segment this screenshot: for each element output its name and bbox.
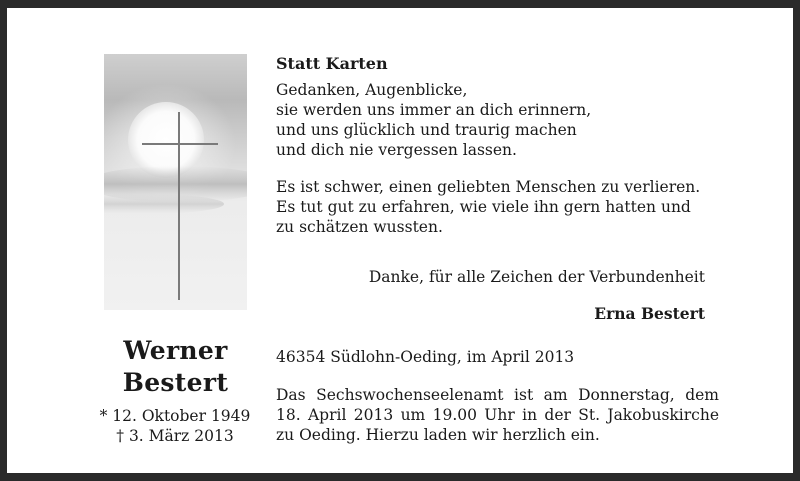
notice-line: zu Oeding. Hierzu laden wir herzlich ein. xyxy=(276,426,600,444)
message-line: zu schätzen wussten. xyxy=(276,218,443,236)
mass-notice xyxy=(276,385,719,445)
poem-line: und dich nie vergessen lassen. xyxy=(276,141,517,159)
message xyxy=(276,177,700,237)
heading: Statt Karten xyxy=(276,54,388,73)
message-line: Es tut gut zu erfahren, wie viele ihn gern hatten und xyxy=(276,198,691,216)
notice-line: Das Sechswochenseelenamt ist am Donnerstag, dem xyxy=(276,386,719,404)
poem xyxy=(276,80,591,160)
poem-line: und uns glücklich und traurig machen xyxy=(276,121,577,139)
birth-date: * 12. Oktober 1949 xyxy=(99,407,251,425)
cross-with-moon-icon xyxy=(104,54,247,310)
notice-line: 18. April 2013 um 19.00 Uhr in der St. Jakobuskirche xyxy=(276,406,719,424)
deceased-first-name: Werner xyxy=(123,336,228,365)
poem-line: sie werden uns immer an dich erinnern, xyxy=(276,101,592,119)
signature: Erna Bestert xyxy=(594,304,705,323)
poem-line: Gedanken, Augenblicke, xyxy=(276,81,468,99)
thanks-line: Danke, für alle Zeichen der Verbundenheit xyxy=(368,268,705,286)
deceased-last-name: Bestert xyxy=(122,368,229,397)
message-line: Es ist schwer, einen geliebten Menschen zu verlieren. xyxy=(276,178,701,196)
place-date: 46354 Südlohn-Oeding, im April 2013 xyxy=(276,348,575,366)
death-date: † 3. März 2013 xyxy=(116,427,234,445)
